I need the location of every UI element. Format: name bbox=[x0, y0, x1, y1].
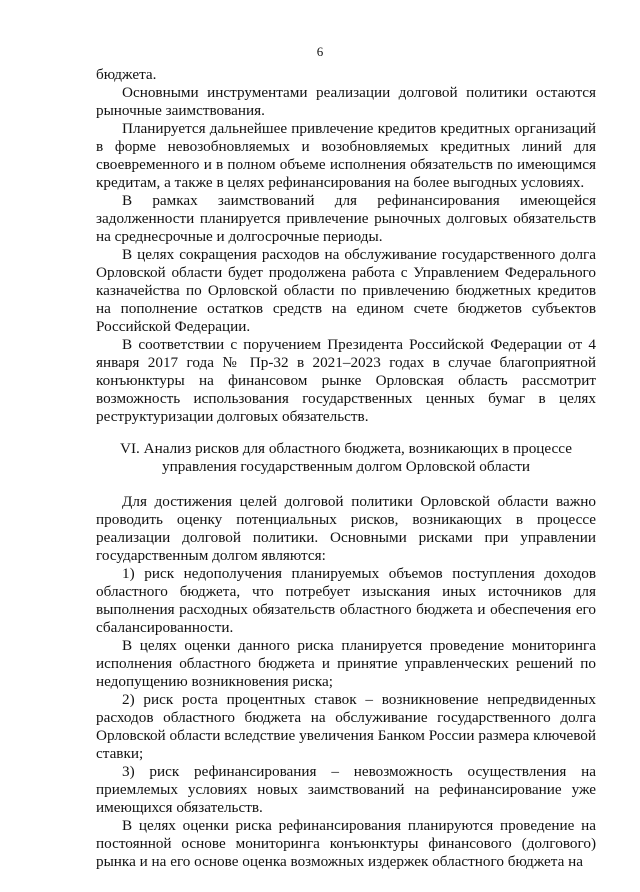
body-text bbox=[96, 66, 596, 871]
list-item: 3) риск рефинансирования – невозможность осуществления на приемлемых условиях новых заимствований на рефинансирование уже имеющихся обязательств. bbox=[96, 763, 596, 816]
paragraph: Основными инструментами реализации долговой политики остаются рыночные заимствования. bbox=[96, 84, 596, 119]
paragraph: В рамках заимствований для рефинансирования имеющейся задолженности планируется привлечение рыночных долговых обязательств на среднесрочные и долгосрочные периоды. bbox=[96, 192, 596, 245]
paragraph: В целях оценки риска рефинансирования планируются проведение на постоянной основе мониторинга конъюнктуры финансового (долгового) рынка и на его основе оценка возможных издержек областного бюджета на bbox=[96, 817, 596, 870]
section-heading: VI. Анализ рисков для областного бюджета, возникающих в процессе управления государственным долгом Орловской области bbox=[120, 440, 572, 475]
paragraph: бюджета. bbox=[96, 66, 157, 83]
page-number: 6 bbox=[316, 44, 324, 59]
paragraph: В соответствии с поручением Президента Российской Федерации от 4 января 2017 года № Пр-32 в 2021–2023 годах в случае благоприятной конъюнктуры на финансовом рынке Орловская область рассмотрит возможность использования государственных ценных бумаг в целях реструктуризации долговых обязательств. bbox=[96, 336, 596, 425]
list-item: 2) риск роста процентных ставок – возникновение непредвиденных расходов областного бюджета на обслуживание государственного долга Орловской области вследствие увеличения Банком России размера ключевой ставки; bbox=[96, 691, 596, 762]
paragraph: В целях оценки данного риска планируется проведение мониторинга исполнения областного бюджета и принятие управленческих решений по недопущению возникновения риска; bbox=[96, 637, 596, 690]
list-item: 1) риск недополучения планируемых объемов поступления доходов областного бюджета, что потребует изыскания иных источников для выполнения расходных обязательств областного бюджета и обеспечения его сбалансированности. bbox=[96, 565, 596, 636]
paragraph: Для достижения целей долговой политики Орловской области важно проводить оценку потенциальных рисков, возникающих в процессе реализации долговой политики. Основными рисками при управлении государственным долгом являются: bbox=[96, 493, 596, 564]
paragraph: В целях сокращения расходов на обслуживание государственного долга Орловской области будет продолжена работа с Управлением Федерального казначейства по Орловской области по привлечению бюджетных кредитов на пополнение остатков средств на едином счете бюджетов субъектов Российской Федерации. bbox=[96, 246, 596, 335]
paragraph: Планируется дальнейшее привлечение кредитов кредитных организаций в форме невозобновляемых и возобновляемых кредитных линий для своевременного и в полном объеме исполнения обязательств по имеющимся кредитам, а также в целях рефинансирования на более выгодных условиях. bbox=[96, 120, 596, 191]
